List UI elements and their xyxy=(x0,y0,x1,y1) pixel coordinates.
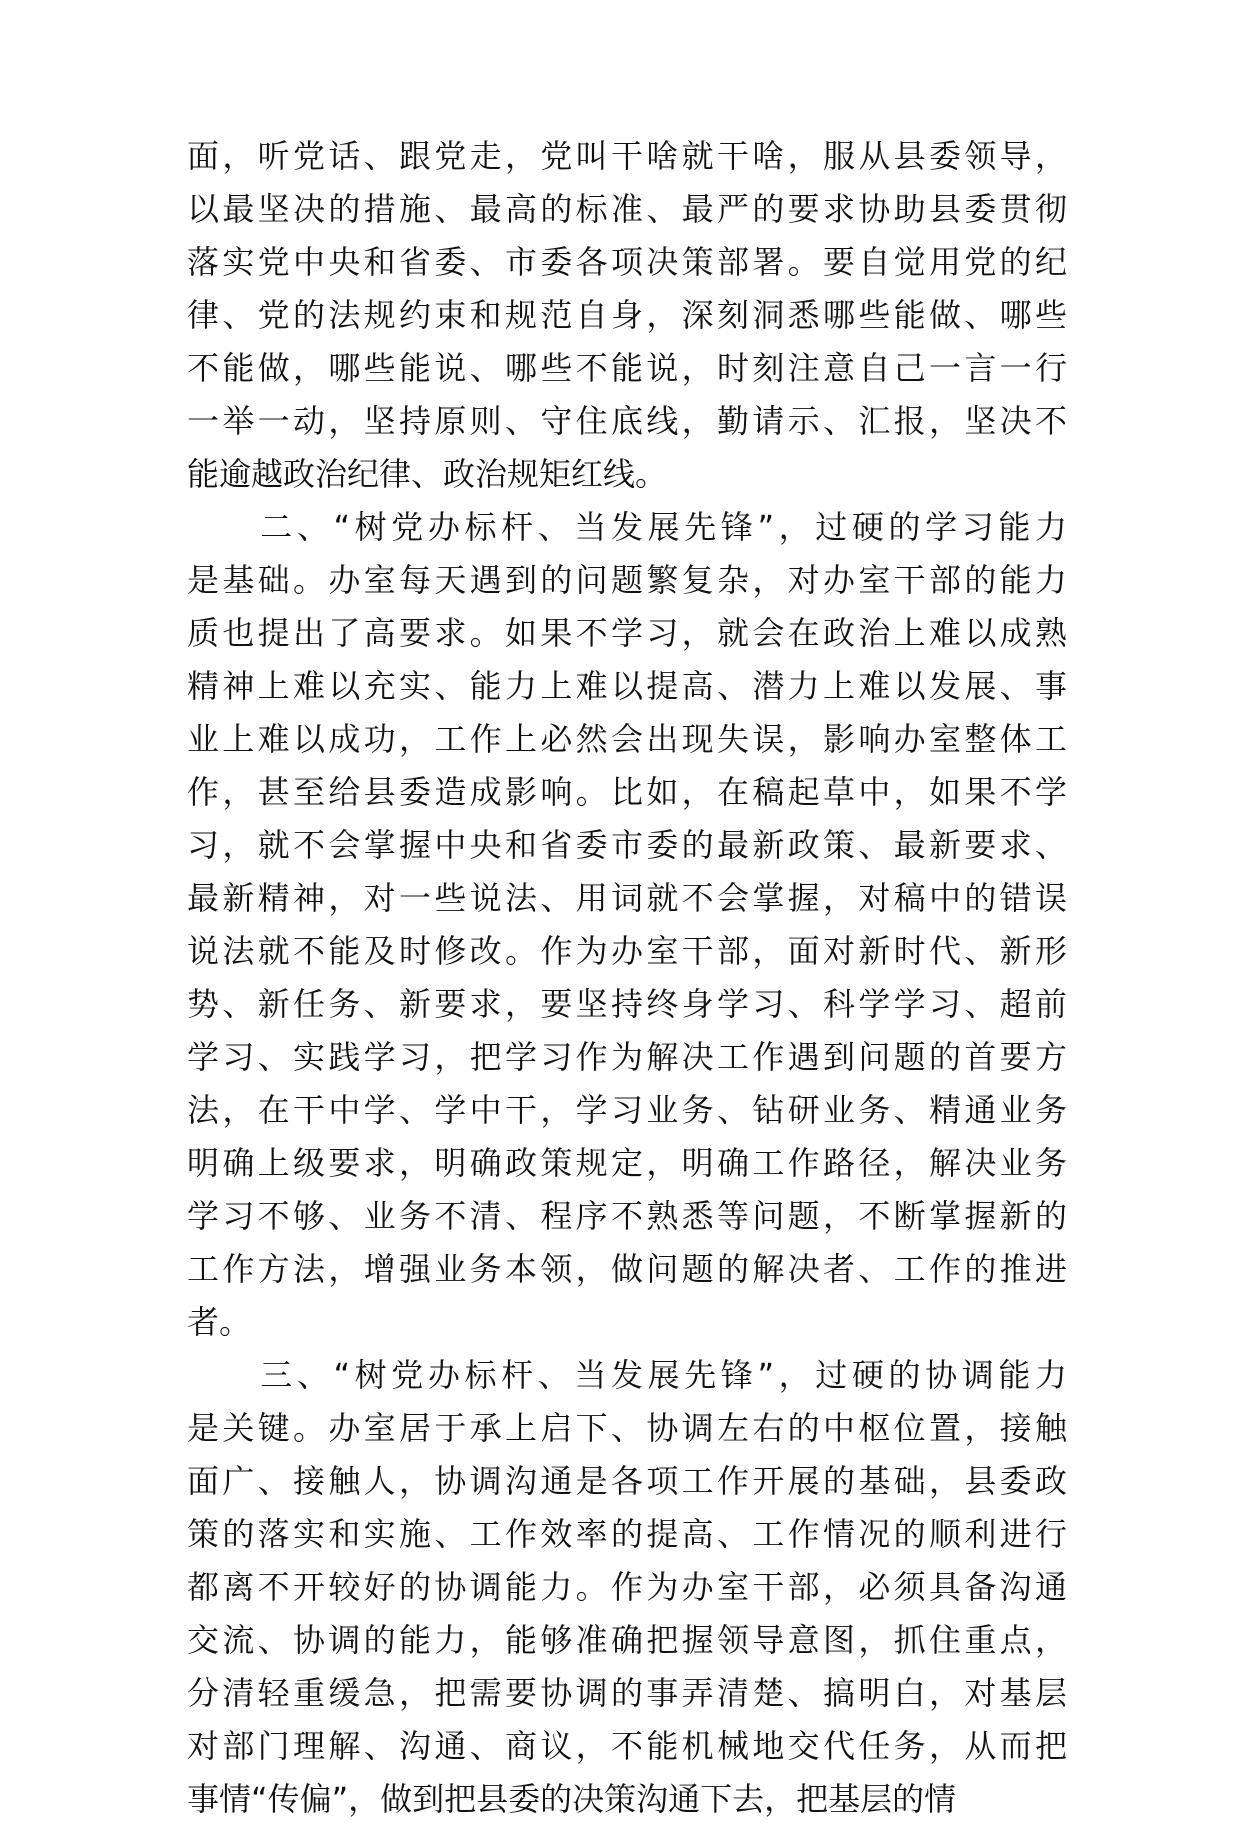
text-line: 三、“树党办标杆、当发展先锋”，过硬的协调能力 xyxy=(187,1356,1067,1394)
text-line: 落实党中央和省委、市委各项决策部署。要自觉用党的纪 xyxy=(187,243,1067,281)
body-text xyxy=(187,130,1067,1826)
text-line: 势、新任务、新要求，要坚持终身学习、科学学习、超前 xyxy=(187,985,1067,1023)
text-line: 学习不够、业务不清、程序不熟悉等问题，不断掌握新的 xyxy=(187,1197,1067,1235)
text-line: 事情“传偏”，做到把县委的决策沟通下去，把基层的情 xyxy=(187,1780,957,1818)
text-line: 者。 xyxy=(187,1303,252,1341)
text-line: 习，就不会掌握中央和省委市委的最新政策、最新要求、 xyxy=(187,826,1067,864)
text-line: 法，在干中学、学中干，学习业务、钻研业务、精通业务 xyxy=(187,1091,1067,1129)
text-line: 都离不开较好的协调能力。作为办室干部，必须具备沟通 xyxy=(187,1568,1067,1606)
text-line: 是基础。办室每天遇到的问题繁复杂，对办室干部的能力 xyxy=(187,561,1067,599)
text-line: 作，甚至给县委造成影响。比如，在稿起草中，如果不学 xyxy=(187,773,1067,811)
text-line: 二、“树党办标杆、当发展先锋”，过硬的学习能力 xyxy=(187,508,1067,546)
text-line: 一举一动，坚持原则、守住底线，勤请示、汇报，坚决不 xyxy=(187,402,1067,440)
text-line: 对部门理解、沟通、商议，不能机械地交代任务，从而把 xyxy=(187,1727,1067,1765)
text-line: 律、党的法规约束和规范自身，深刻洞悉哪些能做、哪些 xyxy=(187,296,1067,334)
text-line: 是关键。办室居于承上启下、协调左右的中枢位置，接触 xyxy=(187,1409,1067,1447)
text-line: 最新精神，对一些说法、用词就不会掌握，对稿中的错误 xyxy=(187,879,1067,917)
text-line: 明确上级要求，明确政策规定，明确工作路径，解决业务 xyxy=(187,1144,1067,1182)
paragraph xyxy=(187,501,1067,1349)
text-line: 策的落实和实施、工作效率的提高、工作情况的顺利进行 xyxy=(187,1515,1067,1553)
text-line: 分清轻重缓急，把需要协调的事弄清楚、搞明白，对基层 xyxy=(187,1674,1067,1712)
text-line: 精神上难以充实、能力上难以提高、潜力上难以发展、事 xyxy=(187,667,1067,705)
text-line: 以最坚决的措施、最高的标准、最严的要求协助县委贯彻 xyxy=(187,190,1067,228)
text-line: 质也提出了高要求。如果不学习，就会在政治上难以成熟 xyxy=(187,614,1067,652)
text-line: 交流、协调的能力，能够准确把握领导意图，抓住重点， xyxy=(187,1621,1067,1659)
text-line: 业上难以成功，工作上必然会出现失误，影响办室整体工 xyxy=(187,720,1067,758)
text-line: 能逾越政治纪律、政治规矩红线。 xyxy=(187,455,668,493)
text-line: 工作方法，增强业务本领，做问题的解决者、工作的推进 xyxy=(187,1250,1067,1288)
text-line: 说法就不能及时修改。作为办室干部，面对新时代、新形 xyxy=(187,932,1067,970)
text-line: 学习、实践学习，把学习作为解决工作遇到问题的首要方 xyxy=(187,1038,1067,1076)
text-line: 面，听党话、跟党走，党叫干啥就干啥，服从县委领导， xyxy=(187,137,1067,175)
paragraph xyxy=(187,1349,1067,1826)
paragraph xyxy=(187,130,1067,501)
text-line: 面广、接触人，协调沟通是各项工作开展的基础，县委政 xyxy=(187,1462,1067,1500)
text-line: 不能做，哪些能说、哪些不能说，时刻注意自己一言一行 xyxy=(187,349,1067,387)
